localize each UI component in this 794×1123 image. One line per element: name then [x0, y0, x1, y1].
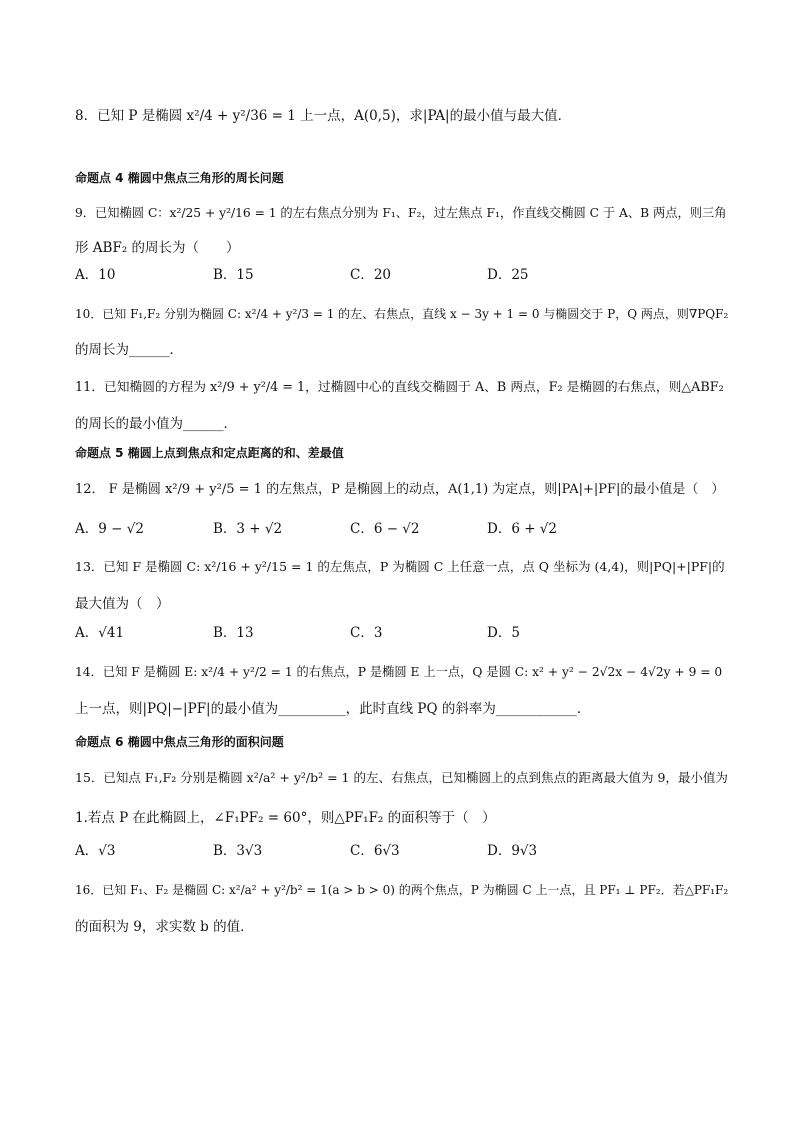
choice-a: A．10 — [75, 267, 116, 283]
choice-b: B．3 + √2 — [213, 521, 283, 537]
question-11-line-2: 的周长的最小值为______． — [75, 416, 237, 432]
choice-c: C．3 — [350, 625, 383, 641]
choice-c: C．6 − √2 — [350, 521, 420, 537]
question-14-line-2: 上一点，则|PQ|−|PF|的最小值为__________，此时直线 PQ 的斜率为____________． — [75, 701, 591, 717]
choice-d: D．9√3 — [487, 843, 538, 859]
question-16-line-2: 的面积为 9，求实数 b 的值． — [75, 919, 254, 935]
question-12: 12． F 是椭圆 x²/9 + y²/5 = 1 的左焦点，P 是椭圆上的动点，A(1,1) 为定点，则|PA|+|PF|的最小值是（ ） — [75, 482, 725, 497]
section-heading-5: 命题点 5 椭圆上点到焦点和定点距离的和、差最值 — [75, 446, 344, 460]
question-14-line-1: 14．已知 F 是椭圆 E: x²/4 + y²/2 = 1 的右焦点，P 是椭圆 E 上一点，Q 是圆 C: x² + y² − 2√2x − 4√2y + 9 = 0 — [75, 665, 723, 679]
choice-a: A．√41 — [75, 625, 125, 641]
question-9-line-2: 形 ABF₂ 的周长为（ ） — [75, 240, 240, 256]
question-9-line-1: 9．已知椭圆 C：x²/25 + y²/16 = 1 的左右焦点分别为 F₁、F₂，过左焦点 F₁，作直线交椭圆 C 于 A、B 两点，则三角 — [75, 206, 727, 220]
choice-c: C．20 — [350, 267, 392, 283]
question-10-line-1: 10．已知 F₁,F₂ 分别为椭圆 C: x²/4 + y²/3 = 1 的左、右焦点，直线 x − 3y + 1 = 0 与椭圆交于 P，Q 两点，则∇PQF₂ — [75, 307, 729, 321]
choice-d: D．5 — [487, 625, 520, 641]
choice-b: B．13 — [213, 625, 254, 641]
question-16-line-1: 16．已知 F₁、F₂ 是椭圆 C: x²/a² + y²/b² = 1(a > b > 0) 的两个焦点，P 为椭圆 C 上一点，且 PF₁ ⊥ PF₂．若△PF₁F₂ — [75, 883, 729, 897]
question-8: 8．已知 P 是椭圆 x²/4 + y²/36 = 1 上一点，A(0,5)，求|PA|的最小值与最大值． — [75, 108, 572, 124]
choice-a: A．9 − √2 — [75, 521, 144, 537]
question-13-line-1: 13．已知 F 是椭圆 C: x²/16 + y²/15 = 1 的左焦点，P 为椭圆 C 上任意一点，点 Q 坐标为 (4,4)，则|PQ|+|PF|的 — [75, 559, 725, 574]
section-heading-4: 命题点 4 椭圆中焦点三角形的周长问题 — [75, 171, 284, 185]
question-13-line-2: 最大值为（ ） — [75, 596, 170, 612]
choice-d: D．25 — [487, 267, 529, 283]
choice-a: A．√3 — [75, 843, 116, 859]
question-15-line-2: 1.若点 P 在此椭圆上，∠F₁PF₂ = 60°，则△PF₁F₂ 的面积等于（ ） — [75, 810, 496, 826]
choice-c: C．6√3 — [350, 843, 400, 859]
question-10-line-2: 的周长为______． — [75, 342, 183, 358]
choice-b: B．15 — [213, 267, 254, 283]
choice-d: D．6 + √2 — [487, 521, 557, 537]
question-11-line-1: 11．已知椭圆的方程为 x²/9 + y²/4 = 1，过椭圆中心的直线交椭圆于 A、B 两点，F₂ 是椭圆的右焦点，则△ABF₂ — [75, 380, 724, 395]
section-heading-6: 命题点 6 椭圆中焦点三角形的面积问题 — [75, 735, 284, 749]
question-15-line-1: 15．已知点 F₁,F₂ 分别是椭圆 x²/a² + y²/b² = 1 的左、右焦点，已知椭圆上的点到焦点的距离最大值为 9，最小值为 — [75, 770, 728, 785]
choice-b: B．3√3 — [213, 843, 263, 859]
